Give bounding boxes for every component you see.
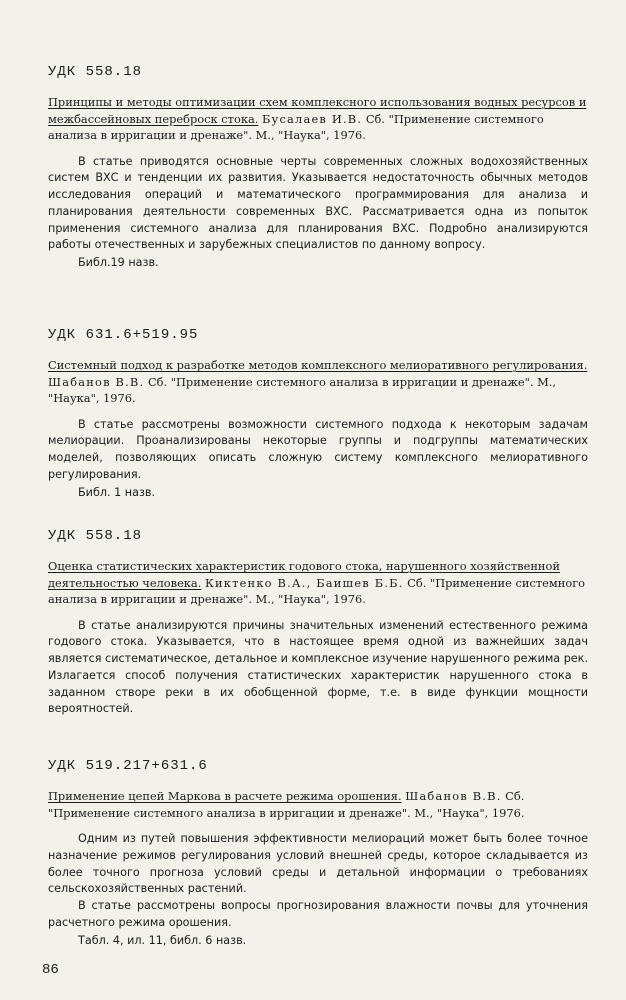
abstract-paragraph: В статье рассмотрены возможности системного подхода к некоторым задачам мелиорации. Проанализированы некоторые группы и подгруппы математических моделей, позволяющих описать сложную систему комплексного мелиоративного регулирования. [48, 417, 588, 481]
article-title: Принципы и методы оптимизации схем комплексного использования водных ресурсов и межбассейновых переброск стока. [48, 95, 587, 126]
abstract-entry [40, 528, 588, 718]
abstract-entry [40, 327, 588, 499]
abstract-entry [40, 758, 588, 947]
abstract-paragraph: В статье анализируются причины значительных изменений естественного режима годового стока. Указывается, что в настоящее время одной из важнейших задач является систематическое, детальное и комплексное изучение нарушенного режима рек. Излагается способ получения статистических характеристик нарушенного стока в заданном створе реки в их обобщенной форме, т.е. в виде функции мощности вероятностей. [48, 618, 588, 716]
udk-code: УДК 558.18 [48, 528, 143, 544]
article-author: Киктенко В.А., Баишев Б.Б. [204, 575, 404, 590]
article-author: Шабанов В.В. [405, 789, 502, 803]
bibliography-note: Табл. 4, ил. 11, библ. 6 назв. [78, 933, 247, 947]
udk-code: УДК 631.6+519.95 [48, 327, 199, 343]
article-author: Бусалаев И.В. [261, 111, 363, 126]
udk-code: УДК 519.217+631.6 [48, 758, 208, 774]
citation [48, 357, 588, 407]
article-source: Сб. "Применение системного анализа в ирригации и дренаже". М., "Наука", 1976. [48, 789, 525, 820]
abstract-paragraph: В статье рассмотрены вопросы прогнозирования влажности почвы для уточнения расчетного режима орошения. [48, 899, 588, 929]
article-source: Сб. "Применение системного анализа в ирригации и дренаже". М., "Наука", 1976. [48, 575, 586, 606]
citation [48, 788, 588, 821]
abstract-paragraph: Одним из путей повышения эффективности мелиораций может быть более точное назначение режимов регулирования условий внешней среды, которое складывается из более точного прогноза условий среды и детальной информации о требованиях сельскохозяйственных растений. [48, 832, 588, 896]
bibliography-note: Библ.19 назв. [78, 256, 159, 270]
abstract-paragraph: В статье приводятся основные черты современных сложных водохозяйственных систем ВХС и тенденции их развития. Указывается недостаточность обычных методов исследования операций и математического программирования для анализа и планирования деятельности современных ВХС. Рассматривается одна из попыток применения системного анализа для планирования ВХС. Подробно анализируются работы отечественных и зарубежных специалистов по данному вопросу. [48, 154, 588, 252]
article-source: Сб. "Применение системного анализа в ирригации и дренаже". М., "Наука", 1976. [48, 374, 556, 405]
article-author: Шабанов В.В. [48, 374, 145, 389]
article-source: Сб. "Применение системного анализа в ирригации и дренаже". М., "Наука", 1976. [48, 111, 544, 142]
udk-code: УДК 558.18 [48, 64, 143, 80]
article-title: Оценка статистических характеристик годового стока, нарушенного хозяйственной деятельностью человека. [48, 559, 560, 590]
abstract-entry [40, 64, 588, 269]
article-title: Системный подход к разработке методов комплексного мелиоративного регулирования. [48, 358, 588, 372]
page-number: 86 [42, 962, 59, 978]
citation [48, 94, 588, 144]
bibliography-note: Библ. 1 назв. [78, 485, 156, 499]
article-title: Применение цепей Маркова в расчете режима орошения. [48, 789, 402, 803]
citation [48, 558, 588, 608]
